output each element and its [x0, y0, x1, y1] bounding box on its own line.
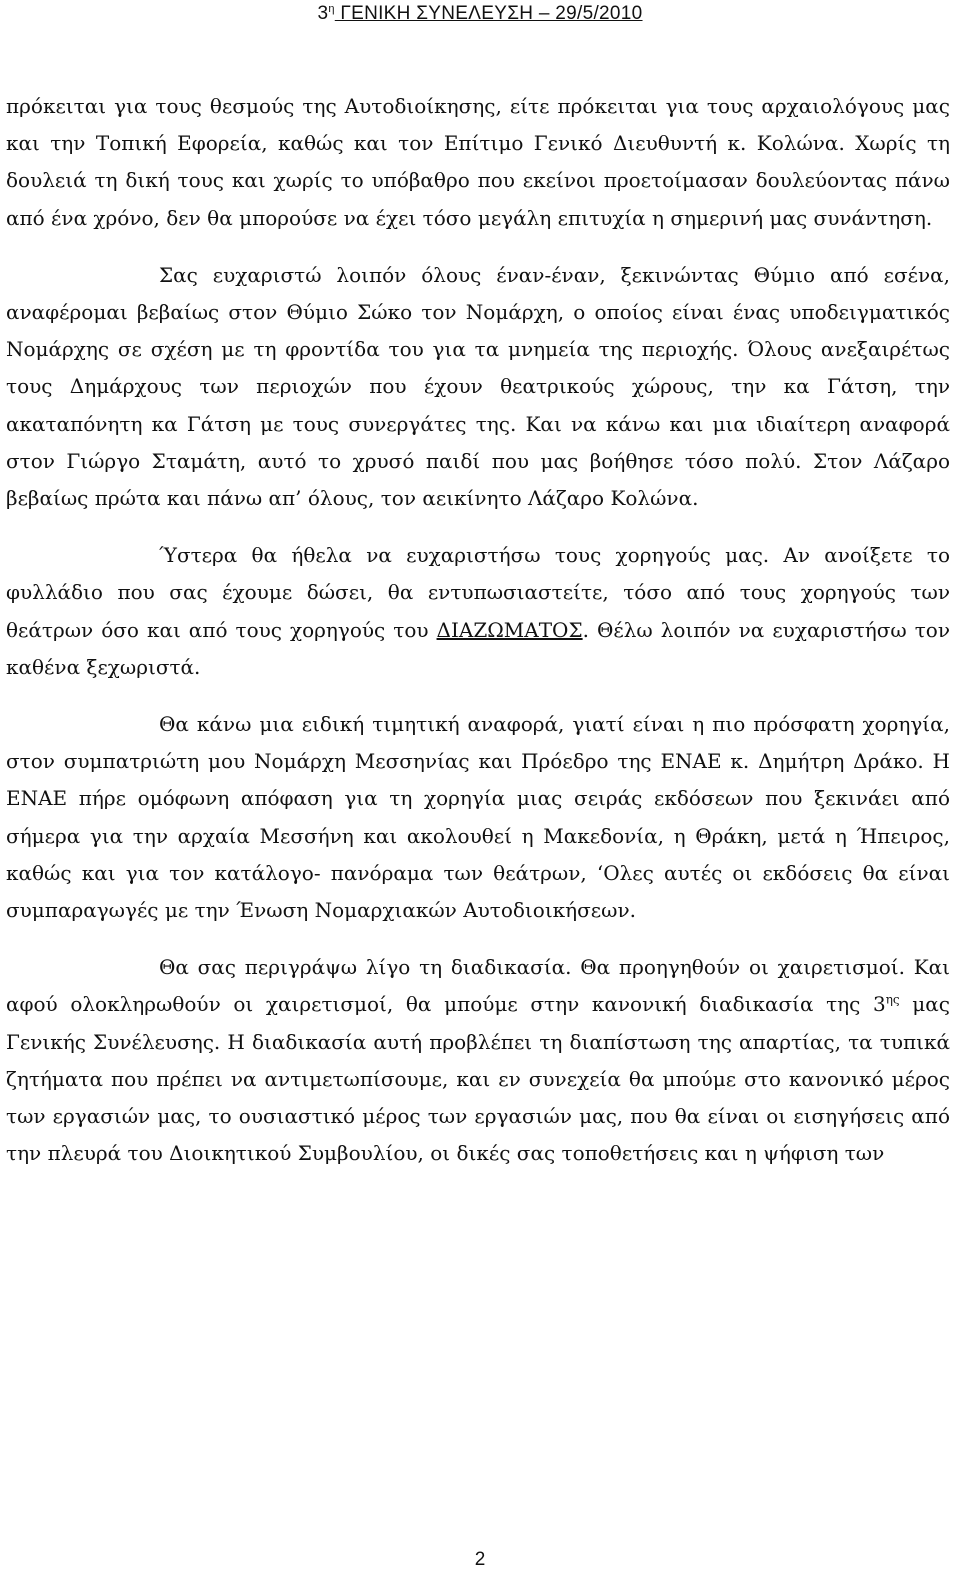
- paragraph-3: [6, 537, 950, 686]
- paragraph-5-text-a: Θα σας περιγράψω λίγο τη διαδικασία. Θα προηγηθούν οι χαιρετισμοί. Και αφού ολοκληρωθούν οι χαιρετισμοί, θα μπούμε στην κανονική διαδικασία της 3: [6, 955, 950, 1017]
- paragraph-3-text-a: Ύστερα θα ήθελα να ευχαριστήσω τους χορηγούς μας. Αν ανοίξετε το φυλλάδιο που σας έχουμε δώσει, θα εντυπωσιαστείτε, τόσο από τους χορηγούς των θεάτρων όσο και από τους χορηγούς του: [6, 543, 950, 642]
- header-superscript: η: [328, 3, 335, 15]
- page-number: 2: [474, 1549, 486, 1570]
- diazoma-name: ΔΙΑΖΩΜΑΤΟΣ: [436, 617, 583, 642]
- ordinal-superscript: ης: [885, 992, 900, 1007]
- page-header: [0, 0, 960, 30]
- paragraph-5: [6, 949, 950, 1172]
- document-body: [6, 88, 950, 1192]
- paragraph-4: Θα κάνω μια ειδική τιμητική αναφορά, γιατί είναι η πιο πρόσφατη χορηγία, στον συμπατριώτη μου Νομάρχη Μεσσηνίας και Πρόεδρο της ΕΝΑΕ κ. Δημήτρη Δράκο. Η ΕΝΑΕ πήρε ομόφωνη απόφαση για τη χορηγία μιας σειράς εκδόσεων που ξεκινάει από σήμερα για την αρχαία Μεσσήνη και ακολουθεί η Μακεδονία, η Θράκη, μετά η Ήπειρος, καθώς και για τον κατάλογο- πανόραμα των θεάτρων, ‘Ολες αυτές οι εκδόσεις θα είναι συμπαραγωγές με την Ένωση Νομαρχιακών Αυτοδιοικήσεων.: [6, 712, 950, 923]
- paragraph-3-text-b: . Θέλω λοιπόν να ευχαριστήσω τον καθένα ξεχωριστά.: [6, 617, 950, 679]
- paragraph-2: Σας ευχαριστώ λοιπόν όλους έναν-έναν, ξεκινώντας Θύμιο από εσένα, αναφέρομαι βεβαίως στον Θύμιο Σώκο τον Νομάρχη, ο οποίος είναι ένας υποδειγματικός Νομάρχης σε σχέση με τη φροντίδα του για τα μνημεία της περιοχής. Όλους ανεξαιρέτως τους Δημάρχους των περιοχών που έχουν θεατρικούς χώρους, την κα Γάτση, την ακαταπόνητη κα Γάτση με τους συνεργάτες της. Και να κάνω και μια ιδιαίτερη αναφορά στον Γιώργο Σταμάτη, αυτό το χρυσό παιδί που μας βοήθησε τόσο πολύ. Στον Λάζαρο βεβαίως πρώτα και πάνω απ’ όλους, τον αεικίνητο Λάζαρο Κολώνα.: [6, 262, 950, 511]
- header-number: 3: [317, 3, 329, 24]
- paragraph-5-text-b: μας Γενικής Συνέλευσης. Η διαδικασία αυτή προβλέπει τη διαπίστωση της απαρτίας, τα τυπικά ζητήματα που πρέπει να αντιμετωπίσουμε, και εν συνεχεία θα μπούμε στο κανονικό μέρος των εργασιών μας, το ουσιαστικό μέρος των εργασιών μας, που θα είναι οι εισηγήσεις από την πλευρά του Διοικητικού Συμβουλίου, οι δικές σας τοποθετήσεις και η ψήφιση των: [6, 992, 950, 1166]
- header-title: ΓΕΝΙΚΗ ΣΥΝΕΛΕΥΣΗ – 29/5/2010: [334, 3, 643, 24]
- paragraph-1: πρόκειται για τους θεσμούς της Αυτοδιοίκησης, είτε πρόκειται για τους αρχαιολόγους μας και την Τοπική Εφορεία, καθώς και τον Επίτιμο Γενικό Διευθυντή κ. Κολώνα. Χωρίς τη δουλειά τη δική τους και χωρίς το υπόβαθρο που εκείνοι προετοίμασαν δουλεύοντας πάνω από ένα χρόνο, δεν θα μπορούσε να έχει τόσο μεγάλη επιτυχία η σημερινή μας συνάντηση.: [6, 94, 950, 230]
